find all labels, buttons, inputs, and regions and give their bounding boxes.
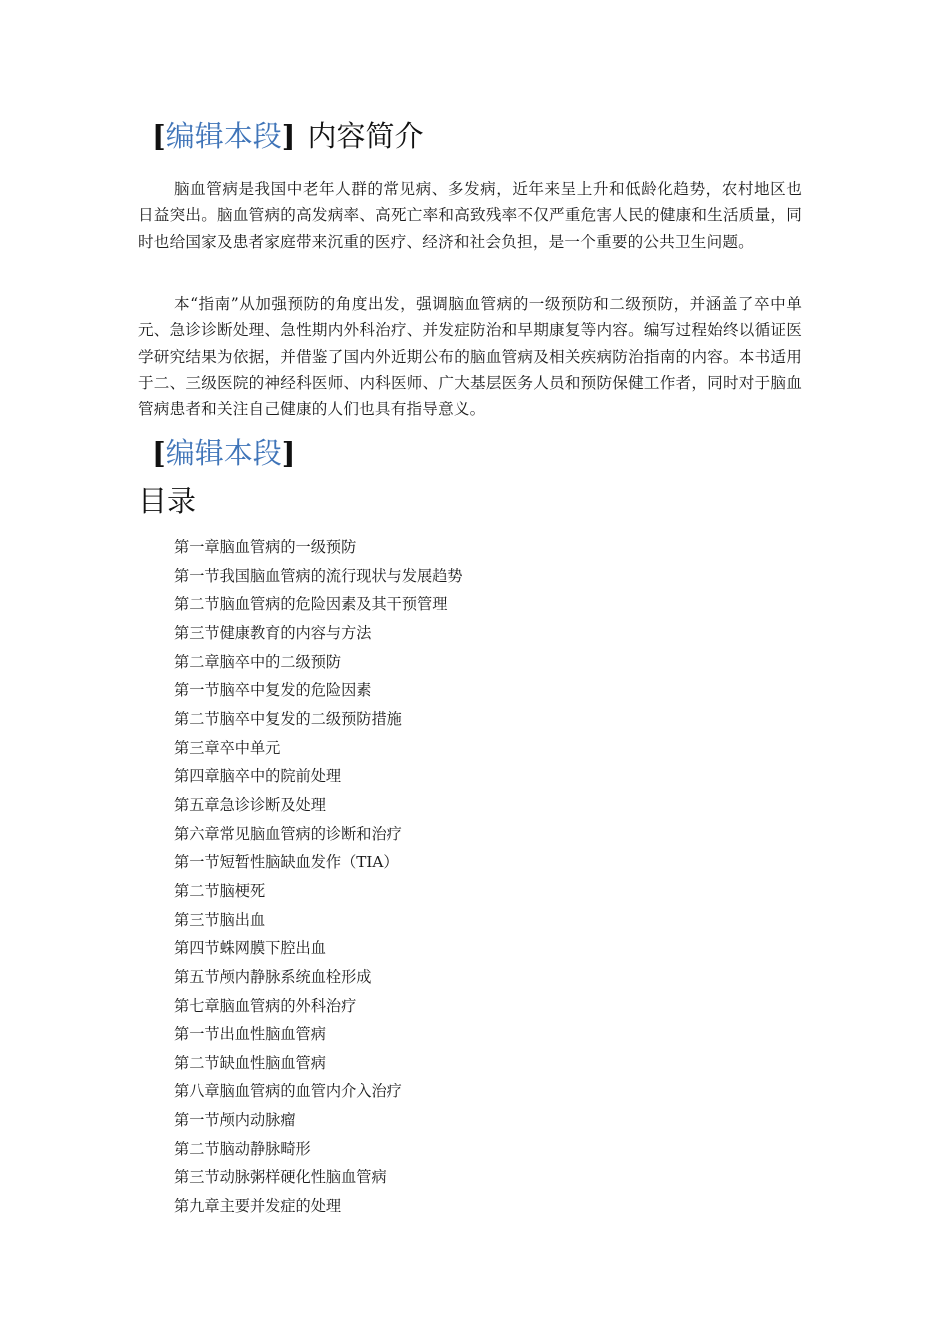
toc-item: 第一章脑血管病的一级预防: [174, 538, 357, 556]
toc-item: 第一节我国脑血管病的流行现状与发展趋势: [174, 566, 463, 585]
toc-item: 第七章脑血管病的外科治疗: [174, 996, 357, 1015]
toc-list: [174, 533, 463, 1221]
toc-item: 第三章卒中单元: [174, 738, 281, 757]
toc-item: 第五节颅内静脉系统血栓形成: [174, 967, 372, 986]
toc-item: 第二节脑动静脉畸形: [174, 1139, 311, 1158]
toc-item: 第九章主要并发症的处理: [174, 1197, 342, 1216]
toc-item: 第二节脑卒中复发的二级预防措施: [174, 709, 402, 728]
toc-item: 第二节缺血性脑血管病: [174, 1053, 326, 1072]
toc-item: 第一节出血性脑血管病: [174, 1025, 326, 1044]
toc-item: 第三节健康教育的内容与方法: [174, 623, 372, 642]
toc-item: 第二章脑卒中的二级预防: [174, 652, 342, 671]
toc-item: 第八章脑血管病的血管内介入治疗: [174, 1082, 402, 1101]
section-heading-intro: [152, 118, 424, 154]
intro-paragraph-1: 脑血管病是我国中老年人群的常见病、多发病，近年来呈上升和低龄化趋势，农村地区也日益突出。脑血管病的高发病率、高死亡率和高致残率不仅严重危害人民的健康和生活质量，同时也给国家及患者家庭带来沉重的医疗、经济和社会负担，是一个重要的公共卫生问题。: [138, 180, 802, 251]
edit-section-link[interactable]: 编辑本段: [165, 119, 282, 153]
section-title: 内容简介: [307, 119, 424, 153]
toc-item: 第三节动脉粥样硬化性脑血管病: [174, 1168, 387, 1187]
edit-section-link[interactable]: 编辑本段: [165, 436, 282, 470]
toc-title: 目录: [138, 484, 197, 518]
bracket-open: [: [152, 436, 166, 470]
toc-item: 第五章急诊诊断及处理: [174, 795, 326, 814]
toc-item: 第二节脑血管病的危险因素及其干预管理: [174, 595, 448, 614]
bracket-close: ]: [281, 436, 296, 470]
toc-item: 第一节颅内动脉瘤: [174, 1111, 296, 1130]
section-heading-toc: [152, 435, 295, 471]
toc-item: 第二节脑梗死: [174, 881, 266, 900]
toc-item: 第一节脑卒中复发的危险因素: [174, 681, 372, 700]
toc-item: 第三节脑出血: [174, 910, 266, 929]
toc-item: 第一节短暂性脑缺血发作（TIA）: [174, 853, 399, 872]
intro-paragraph-2: 本“指南”从加强预防的角度出发，强调脑血管病的一级预防和二级预防，并涵盖了卒中单元、急诊诊断处理、急性期内外科治疗、并发症防治和早期康复等内容。编写过程始终以循证医学研究结果为依据，并借鉴了国内外近期公布的脑血管病及相关疾病防治指南的内容。本书适用于二、三级医院的神经科医师、内科医师、广大基层医务人员和预防保健工作者，同时对于脑血管病患者和关注自己健康的人们也具有指导意义。: [138, 295, 802, 419]
bracket-open: [: [152, 119, 166, 153]
toc-item: 第六章常见脑血管病的诊断和治疗: [174, 824, 402, 843]
toc-item: 第四章脑卒中的院前处理: [174, 767, 342, 786]
bracket-close: ]: [281, 119, 296, 153]
toc-item: 第四节蛛网膜下腔出血: [174, 939, 326, 958]
